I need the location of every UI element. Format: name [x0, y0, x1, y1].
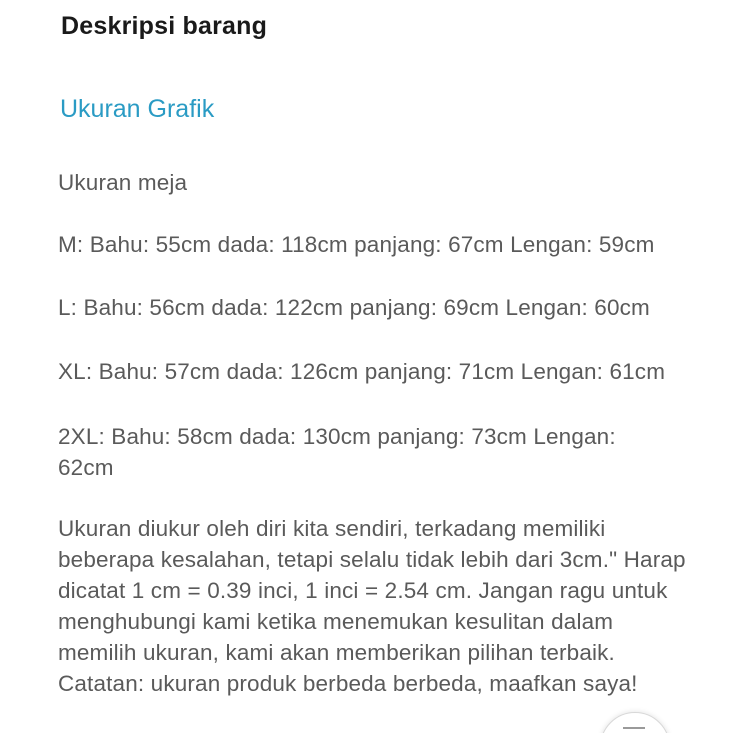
floating-action-button[interactable]: [600, 712, 670, 733]
measurement-note: Ukuran diukur oleh diri kita sendiri, terkadang memiliki beberapa kesalahan, tetapi selalu tidak lebih dari 3cm." Harap dicatat 1 cm = 0.39 inci, 1 inci = 2.54 cm. Jangan ragu untuk menghubungi kami ketika menemukan kesulitan dalam memilih ukuran, kami akan memberikan pilihan terbaik. Catatan: ukuran produk berbeda berbeda, maafkan saya!: [58, 516, 686, 696]
size-row-2xl: 2XL: Bahu: 58cm dada: 130cm panjang: 73cm Lengan: 62cm: [58, 424, 616, 480]
size-row-xl: XL: Bahu: 57cm dada: 126cm panjang: 71cm Lengan: 61cm: [58, 359, 666, 384]
section-title: Deskripsi barang: [61, 12, 268, 40]
size-row-m: M: Bahu: 55cm dada: 118cm panjang: 67cm Lengan: 59cm: [58, 232, 655, 257]
size-row-l: L: Bahu: 56cm dada: 122cm panjang: 69cm Lengan: 60cm: [58, 295, 650, 320]
size-table-label: Ukuran meja: [58, 170, 188, 195]
collapse-icon: [623, 727, 645, 729]
size-chart-link[interactable]: Ukuran Grafik: [60, 95, 215, 123]
